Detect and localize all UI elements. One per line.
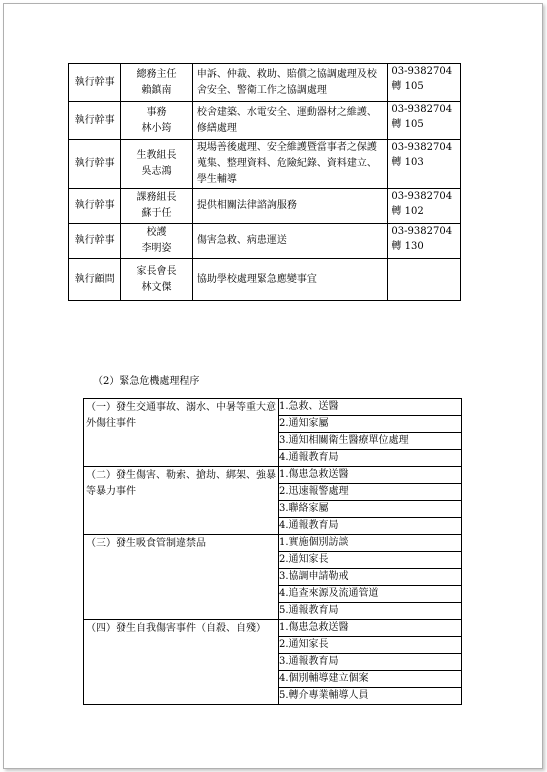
procedure-step: 2.通知家長 xyxy=(279,637,461,654)
procedure-step: 3.通知相關衛生醫療單位處理 xyxy=(279,433,461,450)
procedure-step: 5.轉介專業輔導人員 xyxy=(279,690,369,701)
steps-cell xyxy=(279,620,462,705)
person-title: 總務主任 xyxy=(136,68,177,80)
procedure-step: 3.聯絡家屬 xyxy=(279,501,461,518)
phone-cell: 03-9382704 轉 105 xyxy=(388,64,461,102)
procedure-row xyxy=(84,399,462,467)
procedure-step: 1.傷患急救送醫 xyxy=(279,620,461,637)
steps-cell xyxy=(279,399,462,467)
person-cell xyxy=(121,102,193,140)
person-title: 校護 xyxy=(146,227,167,238)
procedure-table xyxy=(83,398,462,705)
staff-row xyxy=(69,259,461,301)
steps-cell xyxy=(279,535,462,620)
person-title: 生教組長 xyxy=(136,150,177,161)
phone-cell: 03-9382704 轉 102 xyxy=(388,189,461,224)
staff-row xyxy=(69,102,461,140)
duty-cell: 校舍建築、水電安全、運動器材之維護、修繕處理 xyxy=(192,102,388,140)
phone-cell: 03-9382704 轉 130 xyxy=(388,224,461,259)
procedure-step: 3.通報教育局 xyxy=(279,654,461,671)
duty-cell: 現場善後處理、安全維護暨當事者之保護蒐集、整理資料、危險紀錄、資料建立、學生輔導 xyxy=(192,140,388,189)
event-cell: （一）發生交通事故、溺水、中暑等重大意外傷往事件 xyxy=(84,399,279,467)
procedure-step: 1.傷患急救送醫 xyxy=(279,467,461,484)
procedure-step: 4.通報教育局 xyxy=(279,520,339,531)
person-name: 林小筠 xyxy=(141,122,172,134)
event-cell: （二）發生傷害、勒索、搶劫、綁架、強暴等暴力事件 xyxy=(84,467,279,535)
event-cell: （三）發生吸食管制違禁品 xyxy=(84,535,279,620)
steps-cell xyxy=(279,467,462,535)
staff-row xyxy=(69,224,461,259)
person-title: 家長會長 xyxy=(136,265,177,277)
procedure-step: 1.實施個別訪談 xyxy=(279,535,461,552)
role-cell: 執行顧問 xyxy=(69,259,121,301)
phone-cell xyxy=(388,259,461,301)
procedure-step: 3.協調申請勒戒 xyxy=(279,569,461,586)
procedure-step: 1.急救、送醫 xyxy=(279,399,461,416)
staff-row xyxy=(69,64,461,102)
duty-cell: 提供相關法律諮詢服務 xyxy=(192,189,388,224)
role-cell: 執行幹事 xyxy=(69,102,121,140)
person-cell xyxy=(121,64,193,102)
duty-cell: 協助學校處理緊急應變事宜 xyxy=(192,259,388,301)
person-name: 蘇于任 xyxy=(141,208,172,219)
procedure-row xyxy=(84,467,462,535)
procedure-row xyxy=(84,620,462,705)
procedure-step: 2.通知家長 xyxy=(279,552,461,569)
procedure-row xyxy=(84,535,462,620)
person-name: 林文傑 xyxy=(141,281,172,293)
person-title: 事務 xyxy=(146,106,167,118)
role-cell: 執行幹事 xyxy=(69,189,121,224)
procedure-step: 2.通知家屬 xyxy=(279,416,461,433)
person-cell xyxy=(121,140,193,189)
staff-duty-table xyxy=(68,63,461,301)
role-cell: 執行幹事 xyxy=(69,224,121,259)
procedure-step: 4.通報教育局 xyxy=(279,452,339,463)
staff-row xyxy=(69,189,461,224)
person-name: 吳志鴻 xyxy=(141,166,172,177)
role-cell: 執行幹事 xyxy=(69,140,121,189)
procedure-step: 2.迅速報警處理 xyxy=(279,484,461,501)
person-name: 賴鎮南 xyxy=(141,84,172,96)
procedure-step: 4.追查來源及流通管道 xyxy=(279,586,461,603)
duty-cell: 傷害急救、病患運送 xyxy=(192,224,388,259)
event-cell: （四）發生自我傷害事件（自殺、自殘） xyxy=(84,620,279,705)
person-name: 李明姿 xyxy=(141,243,172,254)
section-title: （2）緊急危機處理程序 xyxy=(93,376,200,387)
person-cell xyxy=(121,189,193,224)
person-cell xyxy=(121,224,193,259)
person-title: 課務組長 xyxy=(136,192,177,203)
phone-cell: 03-9382704 轉 105 xyxy=(388,102,461,140)
procedure-step: 5.通報教育局 xyxy=(279,605,339,616)
phone-cell: 03-9382704 轉 103 xyxy=(388,140,461,189)
person-cell xyxy=(121,259,193,301)
duty-cell: 申訴、仲裁、救助、賠償之協調處理及校舍安全、警衛工作之協調處理 xyxy=(192,64,388,102)
staff-row xyxy=(69,140,461,189)
procedure-step: 4.個別輔導建立個案 xyxy=(279,671,461,688)
role-cell: 執行幹事 xyxy=(69,64,121,102)
